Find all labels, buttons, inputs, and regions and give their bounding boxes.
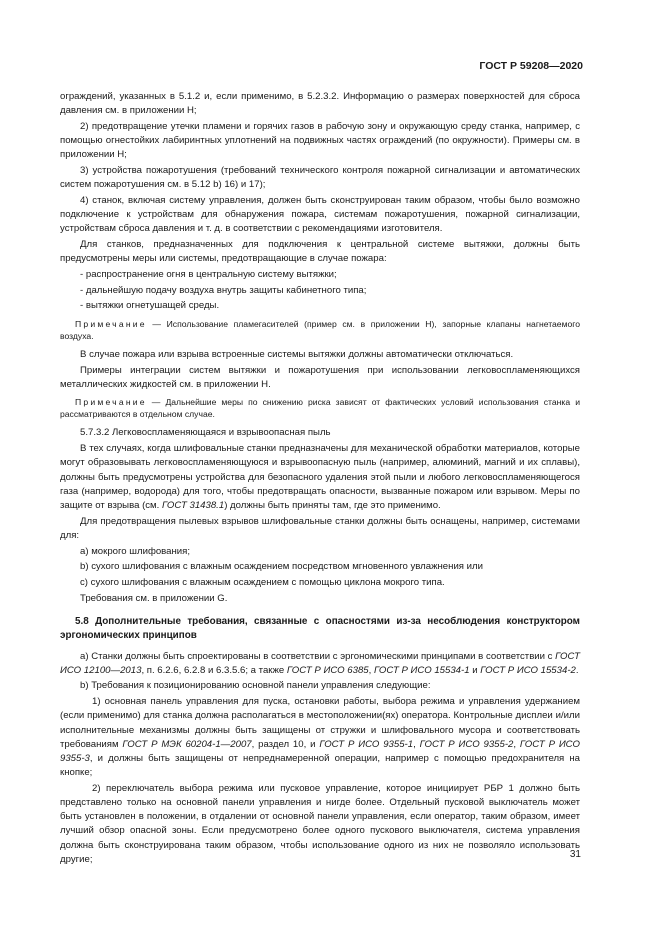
list-item: - распространение огня в центральную систему вытяжки; [80,268,337,280]
text: , [413,738,420,750]
paragraph: b) Требования к позиционированию основной панели управления следующие: [80,680,431,692]
text: , раздел 10, и [251,738,320,750]
note [60,318,580,342]
text: . [575,664,579,676]
text: , [513,738,520,750]
paragraph [60,650,580,678]
text: , [368,664,374,676]
standard-ref: ГОСТ Р МЭК 60204-1—2007 [122,738,252,750]
standard-ref: ГОСТ ИСО 12100—2013 [60,650,580,676]
paragraph: В случае пожара или взрыва встроенные системы вытяжки должны автоматически отключаться. [80,348,514,360]
text: и [469,664,481,676]
text: В тех случаях, когда шлифовальные станки предназначены для механической обработки материалов, которые могут образовывать легковоспламеняющуюся и взрывоопасную пыль (например, алюминий, магний и их сплавы), должны быть предусмотрены устройства для безопасного удаления этой пыли и любого легковоспламеняющегося газа (например, водорода) для того, чтобы предотвращать опасности, вызванные пожаром или взрывом. Меры по защите от взрыва (см. [60,443,580,511]
standard-ref: ГОСТ Р ИСО 9355-2 [419,738,514,750]
note [60,396,580,420]
document-code: ГОСТ Р 59208—2020 [479,60,583,72]
note-text: — Дальнейшие меры по снижению риска зависят от фактических условий использования станка и рассматриваются в отдельном случае. [60,397,580,420]
standard-ref: ГОСТ Р ИСО 6385 [286,664,369,676]
paragraph: ограждений, указанных в 5.1.2 и, если применимо, в 5.2.3.2. Информацию о размерах поверхностей для сброса давления см. в приложении H; [60,91,580,117]
note-label: Примечание [75,318,147,329]
paragraph: Требования см. в приложении G. [80,592,228,604]
paragraph: 2) переключатель выбора режима или пусковое управление, которое инициирует РБР 1 должно быть представлено только на основной панели управления и нигде более. Отдельный пусковой выключатель может быть установлен в положении, в отдалении от основной панели управления, если оператор, таким образом, имеет лучший обзор опасной зоны. Если предусмотрено более одного пускового выключателя, система управления должна быть сконструирована таким образом, чтобы использование одного из них не позволяло использовать другие; [60,782,580,865]
standard-ref: ГОСТ Р ИСО 15534-1 [373,664,470,676]
text: a) Станки должны быть спроектированы в соответствии с эргономическими принципами в соответствии с [80,650,556,662]
text: 1) основная панель управления для пуска, остановки работы, выбора режима и управления удержанием (если применимо) для станка должна располагаться в местоположении(ях) оператора. Контрольные дисплеи и/или исполнительные механизмы должны быть защищены от стружки и шлифовального мусора и соответствовать требованиям [60,696,580,750]
paragraph [60,695,580,780]
section-heading: 5.8 Дополнительные требования, связанные с опасностями из-за несоблюдения конструктором эргономических принципов [60,615,580,642]
paragraph: 2) предотвращение утечки пламени и горячих газов в рабочую зону и окружающую среду станка, например, с помощью огнестойких лабиринтных уплотнений на подвижных частях ограждений (по окружности). Примеры см. в приложении H; [60,120,580,161]
paragraph: 4) станок, включая систему управления, должен быть сконструирован таким образом, чтобы было возможно подключение к устройствам для обнаружения пожара, системам пожаротушения, пожарной сигнализации, устройствам сброса давления и т. д. в соответствии с рекомендациями изготовителя. [60,194,580,235]
list-item: - дальнейшую подачу воздуха внутрь защиты кабинетного типа; [80,284,367,296]
standard-ref: ГОСТ Р ИСО 15534-2 [480,664,576,676]
paragraph: Для предотвращения пылевых взрывов шлифовальные станки должны быть оснащены, например, системами для: [60,515,580,541]
section-title: 5.7.3.2 Легковоспламеняющаяся и взрывоопасная пыль [80,427,331,439]
standard-ref: ГОСТ Р ИСО 9355-1 [319,738,414,750]
note-text: — Использование пламегасителей (пример см. в приложении H), запорные клапаны нагнетаемого воздуха. [60,318,580,341]
paragraph: Примеры интеграции систем вытяжки и пожаротушения при использовании легковоспламеняющихся металлических жидкостей см. в приложении H. [60,364,580,390]
list-item: a) мокрого шлифования; [80,545,191,557]
list-item: b) сухого шлифования с влажным осаждением посредством мгновенного увлажнения или [80,561,483,573]
note-label: Примечание [75,397,147,408]
standard-ref: ГОСТ Р ИСО 9355-3 [60,738,580,764]
page-body [60,90,580,869]
text: , п. 6.2.6, 6.2.8 и 6.3.5.6; а также [141,664,287,676]
list-item: c) сухого шлифования с влажным осаждением с помощью циклона мокрого типа. [80,577,445,588]
text: ) должны быть приняты там, где это применимо. [224,499,441,511]
page-number: 31 [569,849,581,860]
text: , и должны быть защищены от непреднамеренной операции, например с помощью предохранителя на кнопке; [60,752,580,779]
paragraph: Для станков, предназначенных для подключения к центральной системе вытяжки, должны быть предусмотрены меры или системы, предотвращающие в случае пожара: [60,239,580,265]
list-item: - вытяжки огнетушащей среды. [80,300,220,312]
standard-ref: ГОСТ 31438.1 [162,499,225,511]
paragraph: 3) устройства пожаротушения (требований технического контроля пожарной сигнализации и автоматических систем пожаротушения см. в 5.12 b) 16) и 17); [60,165,580,191]
paragraph [60,442,580,513]
